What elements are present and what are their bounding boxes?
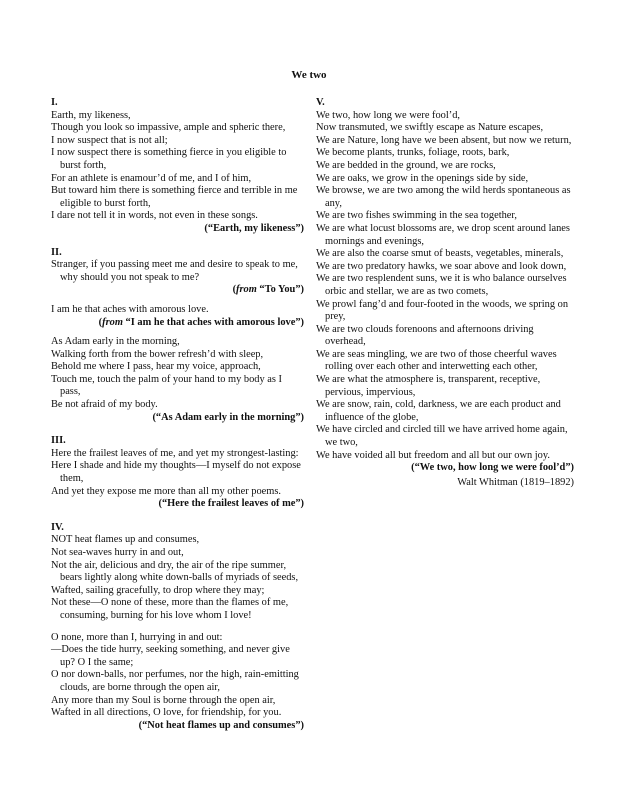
poem-source: (from “To You”) — [232, 284, 304, 296]
poem-line: We are two fishes swimming in the sea together, — [316, 210, 518, 222]
section-3 — [51, 435, 304, 511]
poem-line: And yet they expose me more than all my other poems. — [51, 485, 281, 497]
poem-line: NOT heat flames up and consumes, — [51, 534, 200, 546]
poem-line: I am he that aches with amorous love. — [51, 303, 209, 315]
poem-line: I now suspect that is not all; — [51, 134, 168, 146]
poem-line: Touch me, touch the palm of your hand to my body as I pass, — [51, 373, 282, 398]
section-5 — [316, 97, 574, 489]
poem-line: We prowl fang’d and four-footed in the woods, we spring on prey, — [316, 298, 569, 323]
poem-title: We two — [291, 69, 327, 81]
poem-line: I dare not tell it in words, not even in these songs. — [51, 210, 258, 222]
poem-line: Walking forth from the bower refresh’d with sleep, — [51, 348, 264, 360]
poem-line: Not the air, delicious and dry, the air of the ripe summer, bears lightly along white down-balls of myriads of seeds, — [51, 559, 299, 584]
poem-line: We are also the coarse smut of beasts, vegetables, minerals, — [316, 248, 564, 260]
poem-line: Stranger, if you passing meet me and desire to speak to me, why should you not speak to me? — [51, 259, 298, 283]
poem-line: We are what the atmosphere is, transparent, receptive, pervious, impervious, — [316, 374, 541, 398]
poem-line: We are what locust blossoms are, we drop scent around lanes mornings and evenings, — [316, 222, 570, 247]
section-heading: IV. — [51, 521, 64, 533]
poem-line: Be not afraid of my body. — [51, 399, 158, 411]
poem-line: Behold me where I pass, hear my voice, approach, — [51, 361, 261, 373]
poem-line: As Adam early in the morning, — [51, 336, 180, 348]
poem-line: We are bedded in the ground, we are rocks, — [316, 159, 496, 171]
poem-line: O none, more than I, hurrying in and out: — [51, 631, 223, 643]
poem-line: We are Nature, long have we been absent, but now we return, — [316, 134, 572, 146]
poem-line: Wafted, sailing gracefully, to drop where they may; — [51, 584, 265, 596]
section-4 — [51, 522, 304, 733]
poem-line: Not these—O none of these, more than the flames of me, consuming, burning for his love whom I love! — [51, 597, 289, 621]
poem-line: But toward him there is something fierce and terrible in me eligible to burst forth, — [51, 185, 298, 209]
poem-line: O nor down-balls, nor perfumes, nor the high, rain-emitting clouds, are borne through the open air, — [51, 669, 299, 693]
poem-line: Any more than my Soul is borne through the open air, — [51, 694, 276, 706]
poem-line: We are two predatory hawks, we soar above and look down, — [316, 260, 567, 272]
poem-line: For an athlete is enamour’d of me, and I of him, — [51, 172, 252, 184]
poem-line: Earth, my likeness, — [51, 109, 131, 121]
source-from-label: from — [236, 284, 257, 296]
poem-source: (“As Adam early in the morning”) — [152, 411, 304, 423]
poem-line: Not sea-waves hurry in and out, — [51, 547, 184, 558]
poem-line: We are seas mingling, we are two of those cheerful waves rolling over each other and interwetting each other, — [316, 348, 557, 373]
poem-line: We become plants, trunks, foliage, roots, bark, — [316, 147, 510, 159]
poem-line: We are oaks, we grow in the openings side by side, — [316, 172, 529, 184]
section-2 — [51, 247, 304, 425]
poem-source: (“We two, how long we were fool’d”) — [411, 462, 574, 474]
section-heading: II. — [51, 246, 62, 258]
section-heading: I. — [51, 97, 58, 108]
poem-source: (“Here the frailest leaves of me”) — [158, 498, 304, 510]
poem-line: We are two resplendent suns, we it is who balance ourselves orbic and stellar, we are as two comets, — [316, 273, 567, 297]
poem-line: Here I shade and hide my thoughts—I myself do not expose them, — [51, 460, 301, 485]
poem-line: Now transmuted, we swiftly escape as Nature escapes, — [316, 122, 544, 134]
poem-line: We are two clouds forenoons and afternoons driving overhead, — [316, 323, 534, 348]
poem-line: We two, how long we were fool’d, — [316, 109, 461, 121]
poem-source: (“Earth, my likeness”) — [204, 222, 304, 234]
poem-source: (from “I am he that aches with amorous love”) — [98, 316, 304, 328]
poem-line: Here the frailest leaves of me, and yet my strongest-lasting: — [51, 447, 299, 459]
poem-line: I now suspect there is something fierce in you eligible to burst forth, — [51, 147, 287, 171]
section-1 — [51, 97, 304, 236]
poem-line: We browse, we are two among the wild herds spontaneous as any, — [316, 185, 571, 209]
left-column — [51, 97, 304, 732]
source-from-label: from — [102, 316, 123, 328]
poem-line: Though you look so impassive, ample and spheric there, — [51, 122, 286, 134]
right-column — [316, 97, 574, 489]
poem-source: (“Not heat flames up and consumes”) — [138, 719, 304, 731]
poem-line: We have circled and circled till we have arrived home again, we two, — [316, 424, 568, 449]
section-heading: III. — [51, 435, 66, 447]
poem-line: —Does the tide hurry, seeking something, and never give up? O I the same; — [51, 644, 290, 668]
poem-line: Wafted in all directions, O love, for friendship, for you. — [51, 707, 282, 719]
poem-line: We have voided all but freedom and all but our own joy. — [316, 449, 550, 461]
author-credit: Walt Whitman (1819–1892) — [457, 476, 574, 488]
poem-line: We are snow, rain, cold, darkness, we are each product and influence of the globe, — [316, 399, 561, 423]
section-heading: V. — [316, 97, 325, 108]
